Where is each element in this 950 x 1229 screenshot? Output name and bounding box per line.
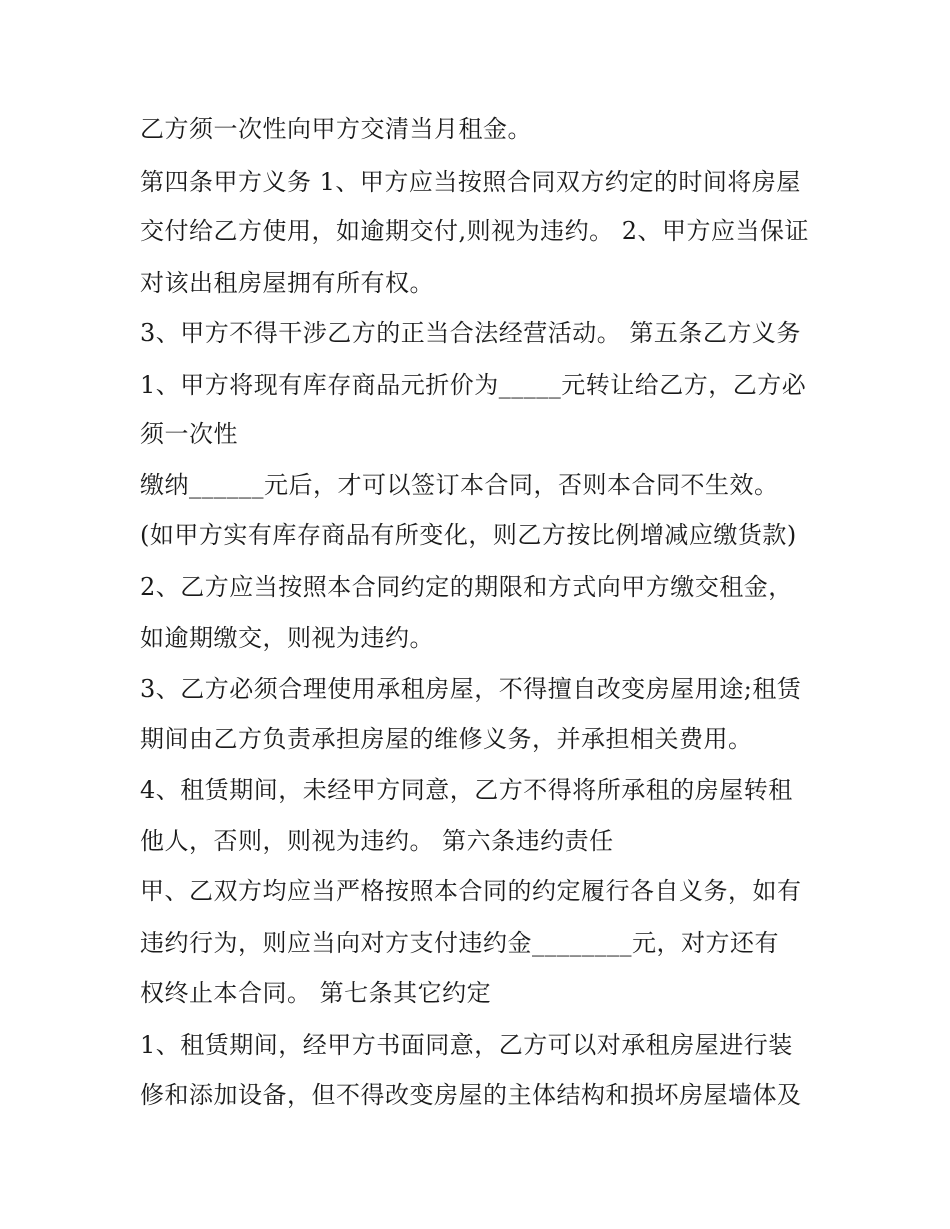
text-line: 乙方须一次性向甲方交清当月租金。	[140, 115, 532, 143]
text-line: 第四条甲方义务 1、甲方应当按照合同双方约定的时间将房屋	[140, 168, 801, 196]
text-line: 3、甲方不得干涉乙方的正当合法经营活动。 第五条乙方义务	[140, 319, 801, 347]
text-line: 须一次性	[140, 420, 238, 448]
text-line: 违约行为，则应当向对方支付违约金________元，对方还有	[140, 929, 779, 957]
text-line: 缴纳______元后，才可以签订本合同，否则本合同不生效。	[140, 471, 779, 499]
text-line: 2、乙方应当按照本合同约定的期限和方式向甲方缴交租金，	[140, 573, 793, 601]
text-line: 对该出租房屋拥有所有权。	[140, 269, 434, 297]
text-line: 3、乙方必须合理使用承租房屋，不得擅自改变房屋用途;租赁	[140, 675, 802, 703]
text-line: 他人，否则，则视为违约。 第六条违约责任	[140, 827, 614, 855]
text-line: 期间由乙方负责承担房屋的维修义务，并承担相关费用。	[140, 725, 753, 753]
text-line: 1、租赁期间，经甲方书面同意，乙方可以对承租房屋进行装	[140, 1031, 793, 1059]
text-line: 权终止本合同。 第七条其它约定	[140, 979, 492, 1007]
text-line: 4、租赁期间，未经甲方同意，乙方不得将所承租的房屋转租	[140, 776, 793, 804]
text-line: 如逾期缴交，则视为违约。	[140, 624, 434, 652]
text-line: 交付给乙方使用，如逾期交付,则视为违约。 2、甲方应当保证	[140, 217, 810, 245]
text-line: 1、甲方将现有库存商品元折价为_____元转让给乙方，乙方必	[140, 371, 807, 399]
text-line: (如甲方实有库存商品有所变化，则乙方按比例增减应缴货款)	[140, 521, 797, 549]
text-line: 修和添加设备，但不得改变房屋的主体结构和损坏房屋墙体及	[140, 1081, 802, 1109]
text-line: 甲、乙双方均应当严格按照本合同的约定履行各自义务，如有	[140, 877, 802, 905]
